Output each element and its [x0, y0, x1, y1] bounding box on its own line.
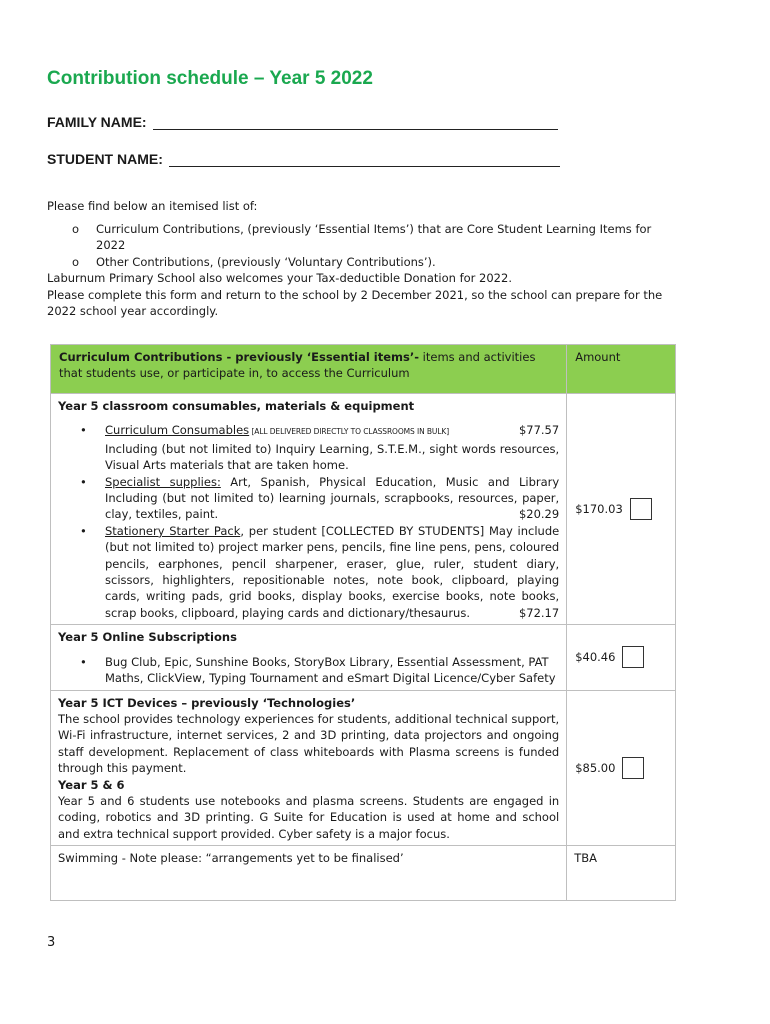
- online-checkbox[interactable]: [622, 646, 644, 668]
- bullet-marker: •: [80, 654, 87, 669]
- online-amount: $40.46: [575, 650, 616, 665]
- ict-paragraph-2: Year 5 and 6 students use notebooks and plasma screens. Students are engaged in coding, robotics and 3D printing. G Suite for Education is used at home and school and extra technical support provided. Cyber safety is a major focus.: [58, 793, 560, 841]
- table-row: [51, 690, 676, 846]
- intro-list: [47, 221, 677, 271]
- student-name-row: [47, 151, 560, 167]
- family-name-field[interactable]: [153, 115, 558, 130]
- intro-deadline-line: Please complete this form and return to the school by 2 December 2021, so the school can prepare for the 2022 school year accordingly.: [47, 287, 663, 318]
- page-title: Contribution schedule – Year 5 2022: [47, 68, 373, 89]
- swimming-text: Swimming - Note please: “arrangements yet to be finalised’: [58, 851, 404, 866]
- item-description: Art, Spanish, Physical Education, Music and Library Including (but not limited to) learning journals, scrapbooks, resources, paper, clay, textiles, paint.: [105, 474, 560, 522]
- swimming-amount: TBA: [574, 851, 597, 866]
- table-header-amount: Amount: [567, 345, 676, 394]
- family-name-row: [47, 114, 558, 130]
- ict-subtitle: Year 5 & 6: [58, 777, 125, 792]
- bullet-marker: •: [80, 474, 87, 489]
- ict-amount-cell: [567, 690, 676, 846]
- table-row: [51, 846, 676, 901]
- item-note: [ALL DELIVERED DIRECTLY TO CLASSROOMS IN BULK]: [249, 427, 450, 437]
- item-price: $72.17: [518, 605, 560, 620]
- online-cell: [51, 625, 567, 690]
- classroom-amount: $170.03: [575, 501, 623, 516]
- family-name-label: FAMILY NAME:: [47, 114, 147, 130]
- table-row: [51, 625, 676, 690]
- item-price: $77.57: [518, 423, 560, 438]
- ict-paragraph-1: The school provides technology experiences for students, additional technical support, Wi-Fi infrastructure, internet services, 2 and 3D printing, data projectors and ongoing staff development. Replacement of class whiteboards with Plasma screens is funded through this payment.: [58, 711, 560, 776]
- classroom-cell: [51, 394, 567, 625]
- intro-donation-line: Laburnum Primary School also welcomes your Tax-deductible Donation for 2022.: [47, 271, 512, 285]
- classroom-items: [58, 422, 559, 621]
- swimming-cell: [51, 846, 567, 901]
- bullet-marker: o: [72, 254, 80, 269]
- ict-cell: [51, 690, 567, 846]
- table-header-row: [51, 345, 676, 394]
- list-item: [58, 474, 559, 523]
- contributions-table: [50, 344, 676, 901]
- online-items: [58, 654, 559, 687]
- swimming-amount-cell: [567, 846, 676, 901]
- table-header-description: Curriculum Contributions - previously ‘Essential items’- items and activities that students use, or participate in, to access the Curriculum: [51, 345, 567, 394]
- page-number: 3: [47, 935, 56, 950]
- item-description: , per student [COLLECTED BY STUDENTS] May include (but not limited to) project marker pens, pencils, fine line pens, pens, coloured pencils, earphones, pencil sharpener, eraser, glue, ruler, student diary, scissors, highlighters, repositionable notes, note book, clipboard, playing cards, writing pads, grid books, display books, exercise books, note books, scrap books, clipboard, playing cards and dictionary/thesaurus.: [105, 523, 560, 620]
- intro-section: [47, 198, 677, 320]
- intro-list-item: o Other Contributions, (previously ‘Voluntary Contributions’).: [72, 254, 436, 269]
- bullet-marker: •: [80, 523, 87, 538]
- item-name: Stationery Starter Pack: [105, 523, 241, 538]
- student-name-label: STUDENT NAME:: [47, 151, 163, 167]
- student-name-field[interactable]: [169, 152, 560, 167]
- item-description: Including (but not limited to) Inquiry Learning, S.T.E.M., sight words resources, Visual Arts materials that are taken home.: [105, 441, 560, 473]
- online-title: Year 5 Online Subscriptions: [58, 630, 237, 645]
- ict-checkbox[interactable]: [622, 757, 644, 779]
- classroom-checkbox[interactable]: [630, 498, 652, 520]
- classroom-title: Year 5 classroom consumables, materials & equipment: [58, 399, 415, 413]
- item-price: $20.29: [518, 507, 560, 522]
- classroom-amount-cell: [567, 394, 676, 625]
- online-item-text: Bug Club, Epic, Sunshine Books, StoryBox Library, Essential Assessment, PAT Maths, ClickView, Typing Tournament and eSmart Digital Licence/Cyber Safety: [105, 654, 556, 686]
- online-amount-cell: [567, 625, 676, 690]
- ict-amount: $85.00: [575, 760, 616, 775]
- item-name: Specialist supplies:: [105, 474, 221, 489]
- list-item: [58, 523, 559, 621]
- list-item: [58, 422, 559, 473]
- ict-title: Year 5 ICT Devices – previously ‘Technologies’: [58, 695, 356, 710]
- table-row: [51, 394, 676, 625]
- intro-lead: Please find below an itemised list of:: [47, 199, 258, 213]
- item-name: Curriculum Consumables: [105, 423, 250, 438]
- bullet-marker: o: [72, 221, 80, 236]
- bullet-marker: •: [80, 423, 87, 438]
- list-item: [58, 654, 559, 687]
- intro-list-item: o Curriculum Contributions, (previously ‘Essential Items’) that are Core Student Learning Items for 2022: [72, 221, 652, 252]
